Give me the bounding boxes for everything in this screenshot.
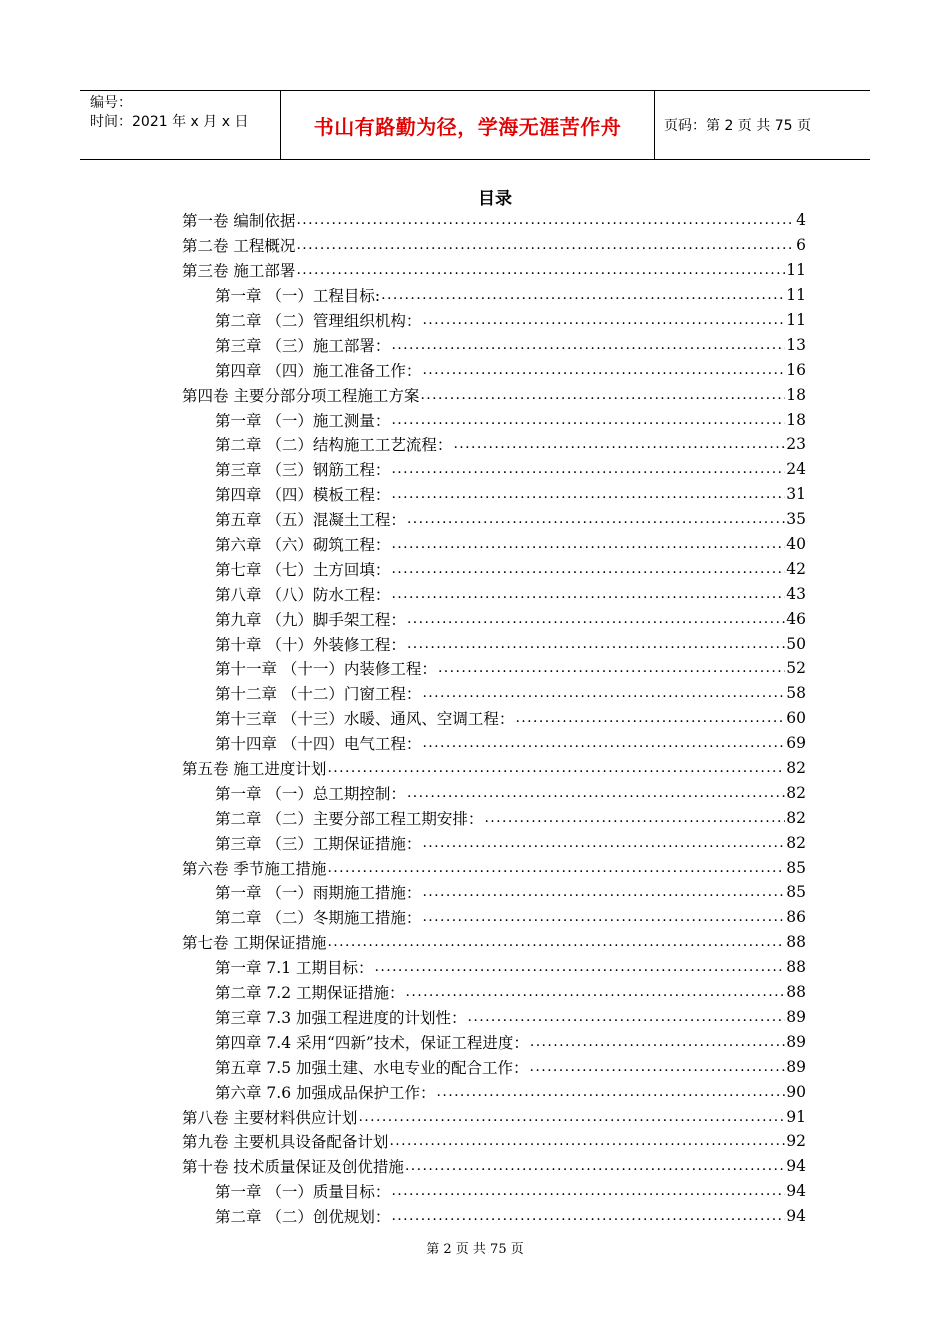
toc-entry[interactable] (182, 283, 806, 308)
toc-entry-label: 第二章 7.2 工期保证措施： (215, 984, 405, 1003)
toc-entry-label: 第一章 7.1 工期目标： (215, 959, 374, 978)
toc-entry-label: 第二卷 工程概况 (182, 237, 296, 256)
toc-dot-leader (406, 984, 786, 1000)
toc-entry-page: 58 (786, 684, 806, 703)
toc-entry-label: 第五章 7.5 加强土建、水电专业的配合工作： (215, 1058, 529, 1077)
toc-entry-page: 82 (786, 783, 806, 802)
header-motto: 书山有路勤为径，学海无涯苦作舟 (313, 114, 622, 139)
toc-dot-leader (407, 785, 785, 801)
toc-entry-label: 第十一章 （十一）内装修工程： (215, 660, 437, 679)
toc-entry[interactable] (182, 258, 806, 283)
toc-entry[interactable] (182, 507, 806, 532)
toc-dot-leader (391, 1208, 785, 1224)
toc-entry-label: 第九章 （九）脚手架工程： (215, 610, 406, 629)
toc-dot-leader (422, 909, 785, 925)
toc-entry[interactable] (182, 332, 806, 357)
toc-entry[interactable] (182, 1204, 806, 1229)
toc-entry-page: 86 (786, 908, 806, 927)
toc-entry-page: 23 (786, 435, 806, 454)
toc-entry[interactable] (182, 656, 806, 681)
toc-dot-leader (422, 884, 785, 900)
toc-entry[interactable] (182, 1129, 806, 1154)
toc-entry-page: 89 (786, 1057, 806, 1076)
toc-entry-page: 88 (786, 958, 806, 977)
toc-entry-page: 88 (786, 933, 806, 952)
toc-dot-leader (530, 1034, 785, 1050)
toc-entry-label: 第五章 （五）混凝土工程： (215, 511, 406, 530)
toc-dot-leader (422, 835, 785, 851)
toc-dot-leader (391, 536, 785, 552)
toc-entry-label: 第十四章 （十四）电气工程： (215, 735, 422, 754)
toc-entry-label: 第五卷 施工进度计划 (182, 760, 327, 779)
toc-dot-leader (422, 685, 785, 701)
toc-entry[interactable] (182, 905, 806, 930)
page-header (80, 90, 870, 160)
toc-entry-page: 11 (786, 261, 806, 280)
toc-entry[interactable] (182, 955, 806, 980)
toc-entry-label: 第四卷 主要分部分项工程施工方案 (182, 386, 420, 405)
toc-entry-label: 第八卷 主要材料供应计划 (182, 1108, 358, 1127)
toc-dot-leader (296, 262, 785, 278)
toc-entry-label: 第一章 （一）质量目标： (215, 1183, 391, 1202)
toc-entry-label: 第六卷 季节施工措施 (182, 859, 327, 878)
toc-entry-page: 4 (796, 211, 806, 230)
document-number: 编号： (90, 95, 132, 111)
toc-entry-page: 85 (786, 883, 806, 902)
toc-entry-label: 第九卷 主要机具设备配备计划 (182, 1133, 389, 1152)
toc-entry-label: 第十二章 （十二）门窗工程： (215, 685, 422, 704)
toc-entry-page: 40 (786, 535, 806, 554)
toc-entry-page: 42 (786, 559, 806, 578)
toc-entry-page: 82 (786, 759, 806, 778)
toc-entry[interactable] (182, 208, 806, 233)
toc-dot-leader (437, 1084, 786, 1100)
toc-entry-label: 第七章 （七）土方回填： (215, 560, 391, 579)
toc-dot-leader (381, 287, 785, 303)
toc-entry[interactable] (182, 1054, 806, 1079)
toc-entry-page: 82 (786, 808, 806, 827)
toc-dot-leader (530, 1059, 786, 1075)
toc-entry-page: 92 (786, 1132, 806, 1151)
toc-entry[interactable] (182, 382, 806, 407)
toc-dot-leader (422, 362, 785, 378)
toc-dot-leader (375, 959, 786, 975)
toc-dot-leader (484, 810, 785, 826)
toc-entry-label: 第三卷 施工部署 (182, 262, 296, 281)
toc-entry-page: 46 (786, 609, 806, 628)
toc-entry[interactable] (182, 930, 806, 955)
toc-entry[interactable] (182, 556, 806, 581)
toc-dot-leader (391, 561, 785, 577)
toc-entry-page: 18 (786, 385, 806, 404)
toc-entry-label: 第一章 （一）工程目标: (215, 287, 381, 306)
toc-entry[interactable] (182, 880, 806, 905)
header-meta (80, 91, 281, 159)
toc-entry[interactable] (182, 731, 806, 756)
toc-dot-leader (296, 212, 795, 228)
toc-dot-leader (407, 636, 785, 652)
toc-entry[interactable] (182, 830, 806, 855)
toc-entry-label: 第六章 7.6 加强成品保护工作： (215, 1083, 436, 1102)
toc-entry[interactable] (182, 1179, 806, 1204)
toc-entry-page: 60 (786, 709, 806, 728)
toc-entry-label: 第一章 （一）总工期控制： (215, 784, 406, 803)
table-of-contents (182, 208, 806, 1229)
toc-entry-label: 第一章 （一）雨期施工措施： (215, 884, 422, 903)
toc-dot-leader (391, 486, 785, 502)
toc-entry[interactable] (182, 1154, 806, 1179)
toc-dot-leader (438, 660, 785, 676)
toc-entry-page: 50 (786, 634, 806, 653)
toc-entry[interactable] (182, 1005, 806, 1030)
toc-entry[interactable] (182, 855, 806, 880)
toc-entry-label: 第三章 （三）工期保证措施： (215, 834, 422, 853)
toc-entry-label: 第八章 （八）防水工程： (215, 585, 391, 604)
toc-entry-label: 第一卷 编制依据 (182, 212, 296, 231)
toc-dot-leader (405, 1158, 785, 1174)
page-footer: 第 2 页 共 75 页 (426, 1242, 524, 1257)
header-page-info: 页码：第 2 页 共 75 页 (664, 118, 811, 134)
header-page-info-cell (655, 91, 870, 159)
toc-entry-label: 第十章 （十）外装修工程： (215, 635, 406, 654)
toc-dot-leader (420, 387, 785, 403)
toc-entry-page: 6 (796, 236, 806, 255)
toc-entry-page: 69 (786, 734, 806, 753)
toc-dot-leader (358, 1109, 785, 1125)
toc-entry-page: 18 (786, 410, 806, 429)
toc-dot-leader (391, 412, 785, 428)
toc-entry-label: 第三章 7.3 加强工程进度的计划性： (215, 1008, 467, 1027)
header-motto-cell (281, 91, 655, 159)
toc-entry[interactable] (182, 805, 806, 830)
toc-entry-label: 第六章 （六）砌筑工程： (215, 536, 391, 555)
toc-entry-label: 第二章 （二）冬期施工措施： (215, 909, 422, 928)
toc-entry[interactable] (182, 681, 806, 706)
toc-entry[interactable] (182, 606, 806, 631)
toc-entry-page: 94 (786, 1182, 806, 1201)
toc-entry-page: 90 (786, 1082, 806, 1101)
toc-entry[interactable] (182, 233, 806, 258)
toc-dot-leader (327, 860, 785, 876)
toc-entry-page: 88 (786, 983, 806, 1002)
toc-dot-leader (391, 461, 785, 477)
toc-entry-label: 第二章 （二）结构施工工艺流程： (215, 436, 453, 455)
toc-title: 目录 (478, 189, 512, 209)
toc-entry-page: 82 (786, 833, 806, 852)
toc-entry-label: 第三章 （三）施工部署： (215, 336, 391, 355)
toc-entry-label: 第一章 （一）施工测量： (215, 411, 391, 430)
toc-dot-leader (468, 1009, 786, 1025)
toc-entry-label: 第二章 （二）管理组织机构： (215, 312, 422, 330)
toc-entry-page: 11 (786, 286, 806, 305)
toc-entry-page: 11 (786, 311, 806, 329)
toc-entry-page: 94 (786, 1157, 806, 1176)
toc-dot-leader (407, 611, 785, 627)
toc-entry[interactable] (182, 1104, 806, 1129)
toc-dot-leader (327, 934, 785, 950)
toc-entry[interactable] (182, 457, 806, 482)
toc-entry-label: 第二章 （二）主要分部工程工期安排： (215, 809, 484, 828)
toc-entry[interactable] (182, 1079, 806, 1104)
toc-entry-page: 85 (786, 858, 806, 877)
toc-entry-page: 31 (786, 485, 806, 504)
toc-entry[interactable] (182, 407, 806, 432)
toc-entry-label: 第十卷 技术质量保证及创优措施 (182, 1158, 404, 1177)
document-date: 时间：2021 年 x 月 x 日 (90, 114, 249, 130)
toc-entry-label: 第十三章 （十三）水暖、通风、空调工程： (215, 710, 515, 729)
toc-entry[interactable] (182, 581, 806, 606)
toc-entry-page: 24 (786, 460, 806, 479)
toc-entry[interactable] (182, 706, 806, 731)
toc-entry[interactable] (182, 357, 806, 382)
toc-dot-leader (391, 1183, 785, 1199)
toc-entry[interactable] (182, 631, 806, 656)
toc-entry-label: 第四章 （四）模板工程： (215, 486, 391, 505)
toc-dot-leader (422, 312, 785, 328)
toc-entry-page: 91 (786, 1107, 806, 1126)
toc-entry-page: 16 (786, 360, 806, 379)
toc-entry-page: 13 (786, 335, 806, 354)
toc-entry[interactable] (182, 780, 806, 805)
toc-entry[interactable] (182, 532, 806, 557)
toc-entry-label: 第四章 （四）施工准备工作： (215, 361, 422, 380)
toc-entry-page: 43 (786, 584, 806, 603)
toc-entry-label: 第七卷 工期保证措施 (182, 934, 327, 953)
toc-dot-leader (453, 436, 785, 452)
toc-entry[interactable] (182, 1029, 806, 1054)
toc-entry-label: 第三章 （三）钢筋工程： (215, 461, 391, 480)
toc-dot-leader (391, 586, 785, 602)
toc-entry-label: 第二章 （二）创优规划： (215, 1208, 391, 1227)
toc-dot-leader (389, 1133, 785, 1149)
toc-entry[interactable] (182, 482, 806, 507)
toc-entry-page: 89 (786, 1032, 806, 1051)
toc-dot-leader (296, 237, 795, 253)
toc-entry-page: 94 (786, 1207, 806, 1226)
toc-dot-leader (327, 760, 785, 776)
toc-dot-leader (515, 710, 785, 726)
toc-entry[interactable] (182, 308, 806, 333)
toc-entry[interactable] (182, 756, 806, 781)
toc-dot-leader (407, 511, 785, 527)
toc-dot-leader (422, 735, 785, 751)
toc-dot-leader (391, 337, 785, 353)
toc-entry-page: 52 (786, 659, 806, 678)
toc-entry[interactable] (182, 980, 806, 1005)
toc-entry-page: 35 (786, 510, 806, 529)
toc-entry-page: 89 (786, 1007, 806, 1026)
toc-entry[interactable] (182, 432, 806, 457)
toc-entry-label: 第四章 7.4 采用“四新”技术，保证工程进度： (215, 1033, 529, 1052)
